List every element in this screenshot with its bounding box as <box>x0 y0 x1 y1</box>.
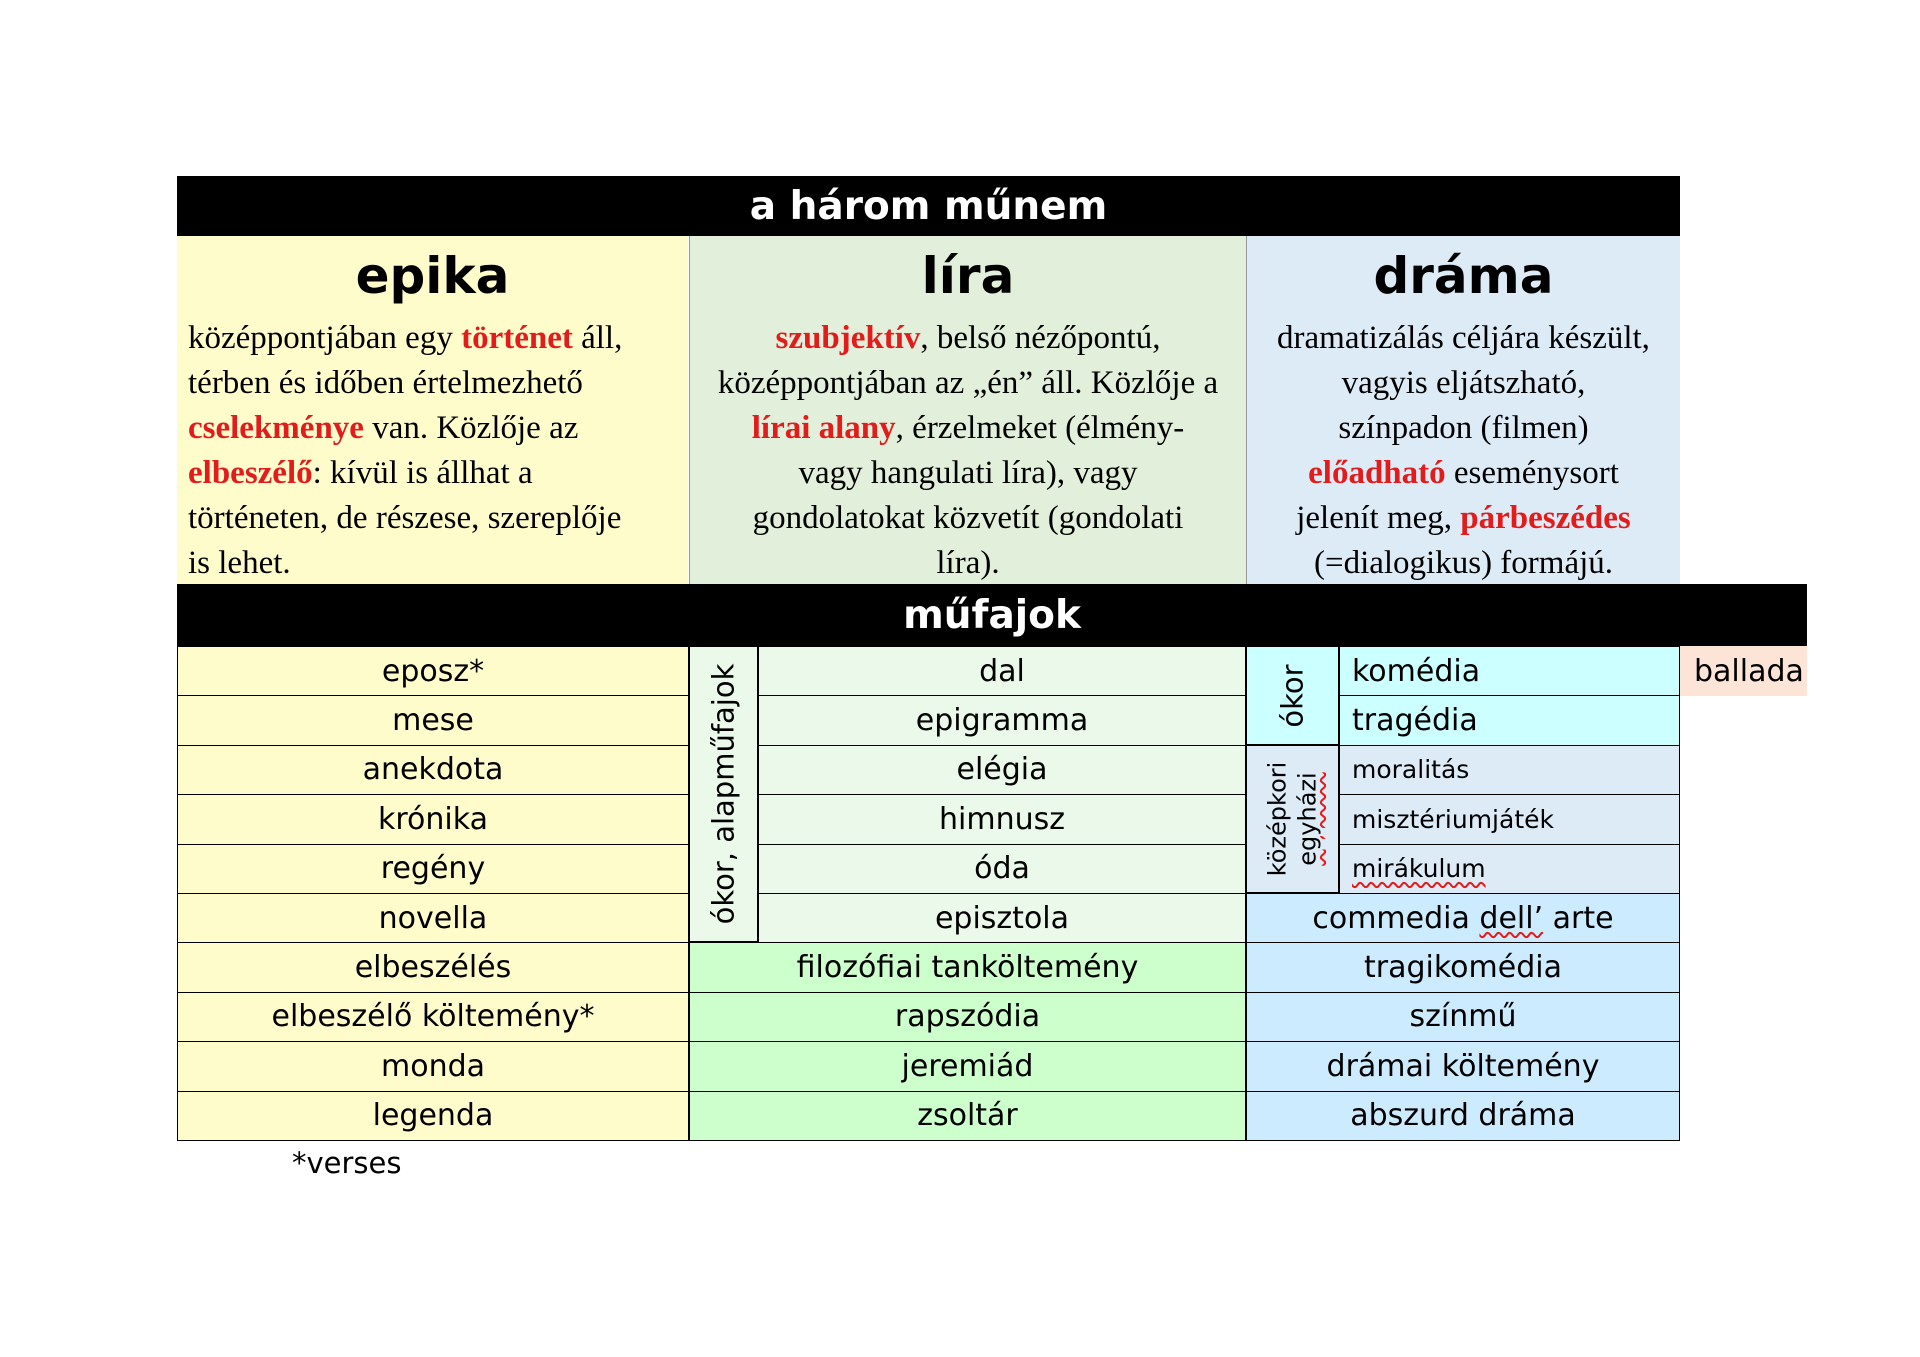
lira-description <box>690 316 1246 586</box>
description-text: is lehet. <box>188 545 291 581</box>
lira-group-label: ókor, alapműfajok <box>689 646 758 942</box>
epika-genre-cell: elbeszélés <box>177 942 689 992</box>
epika-genre-cell: eposz* <box>177 646 689 696</box>
description-text: , érzelmeket (élmény- <box>895 410 1185 446</box>
drama-okor-label: ókor <box>1246 646 1339 745</box>
description-text: áll, <box>572 320 623 356</box>
description-line <box>690 541 1246 586</box>
drama-header <box>1246 236 1680 584</box>
drama-title: dráma <box>1373 247 1554 305</box>
epika-genre-cell: mese <box>177 695 689 745</box>
lira-genre-cell: jeremiád <box>689 1041 1246 1091</box>
epika-genre-cell: monda <box>177 1041 689 1091</box>
drama-kozepkor-genre-cell: moralitás <box>1339 745 1680 795</box>
highlighted-term: lírai alany <box>751 410 896 446</box>
lira-base-genre-cell: epigramma <box>758 695 1246 745</box>
description-text: , belső nézőpontú, <box>920 320 1161 356</box>
lira-base-genre-cell: óda <box>758 844 1246 894</box>
lira-title: líra <box>921 247 1015 305</box>
subtitle-bar: műfajok <box>177 584 1807 646</box>
description-text: líra). <box>936 545 1000 581</box>
description-line <box>1247 451 1680 496</box>
description-line <box>1247 361 1680 406</box>
description-line <box>690 361 1246 406</box>
highlighted-term: történet <box>461 320 573 356</box>
kozepkor-label-line1: középkori <box>1263 761 1292 877</box>
misspelled-word: mirákulum <box>1352 854 1486 884</box>
description-text: történeten, de részese, szereplője <box>188 500 622 536</box>
description-line <box>188 496 688 541</box>
lira-base-genre-cell: dal <box>758 646 1246 696</box>
ballada-cell: ballada <box>1680 646 1807 696</box>
drama-okor-genre-cell: komédia <box>1339 646 1680 696</box>
description-text: jelenít meg, <box>1296 500 1461 536</box>
description-line <box>188 406 688 451</box>
highlighted-term: előadható <box>1308 455 1446 491</box>
description-line <box>690 406 1246 451</box>
drama-kozepkor-label <box>1246 745 1339 893</box>
drama-description <box>1247 316 1680 586</box>
lira-header <box>689 236 1246 584</box>
epika-genre-cell: krónika <box>177 794 689 844</box>
description-text: gondolatokat közvetít (gondolati <box>752 500 1184 536</box>
footnote: *verses <box>292 1146 402 1180</box>
description-line <box>690 451 1246 496</box>
kozepkor-label-line2: egyházi <box>1293 772 1322 866</box>
description-text: középpontjában az „én” áll. Közlője a <box>717 365 1219 401</box>
title-bar: a három műnem <box>177 176 1680 236</box>
description-line <box>188 451 688 496</box>
epika-genre-cell: regény <box>177 844 689 894</box>
description-line <box>188 316 688 361</box>
lira-genre-cell: zsoltár <box>689 1091 1246 1141</box>
highlighted-term: elbeszélő <box>188 455 313 491</box>
description-text: dramatizálás céljára készült, <box>1277 320 1650 356</box>
highlighted-term: párbeszédes <box>1460 500 1631 536</box>
description-text: vagyis eljátszható, <box>1341 365 1586 401</box>
drama-commedia: commedia dell’ arte <box>1246 893 1680 943</box>
description-line <box>1247 541 1680 586</box>
highlighted-term: cselekménye <box>188 410 364 446</box>
description-line <box>1247 496 1680 541</box>
drama-genre-cell: abszurd dráma <box>1246 1091 1680 1141</box>
description-line <box>188 361 688 406</box>
description-text: : kívül is állhat a <box>312 455 533 491</box>
description-line <box>1247 316 1680 361</box>
lira-genre-cell: filozófiai tanköltemény <box>689 942 1246 992</box>
highlighted-term: szubjektív <box>775 320 921 356</box>
epika-description <box>177 316 688 586</box>
drama-genre-cell: tragikomédia <box>1246 942 1680 992</box>
description-text: eseménysort <box>1445 455 1619 491</box>
drama-kozepkor-genre-cell: misztériumjáték <box>1339 794 1680 844</box>
drama-okor-genre-cell: tragédia <box>1339 695 1680 745</box>
epika-genre-cell: anekdota <box>177 745 689 795</box>
epika-genre-cell: legenda <box>177 1091 689 1141</box>
description-text: térben és időben értelmezhető <box>188 365 583 401</box>
description-text: van. Közlője az <box>363 410 579 446</box>
lira-base-genre-cell: himnusz <box>758 794 1246 844</box>
drama-genre-cell: drámai költemény <box>1246 1041 1680 1091</box>
description-text: középpontjában egy <box>188 320 462 356</box>
lira-base-genre-cell: elégia <box>758 745 1246 795</box>
epika-genre-cell: elbeszélő költemény* <box>177 992 689 1042</box>
epika-title: epika <box>355 247 510 305</box>
description-text: (=dialogikus) formájú. <box>1313 545 1614 581</box>
lira-base-genre-cell: episztola <box>758 893 1246 943</box>
description-line <box>690 316 1246 361</box>
description-text: vagy hangulati líra), vagy <box>798 455 1138 491</box>
epika-header <box>177 236 688 584</box>
description-line <box>1247 406 1680 451</box>
lira-genre-cell: rapszódia <box>689 992 1246 1042</box>
epika-genre-cell: novella <box>177 893 689 943</box>
description-line <box>690 496 1246 541</box>
description-line <box>188 541 688 586</box>
drama-kozepkor-genre-cell <box>1339 844 1680 894</box>
description-text: színpadon (filmen) <box>1338 410 1589 446</box>
drama-genre-cell: színmű <box>1246 992 1680 1042</box>
